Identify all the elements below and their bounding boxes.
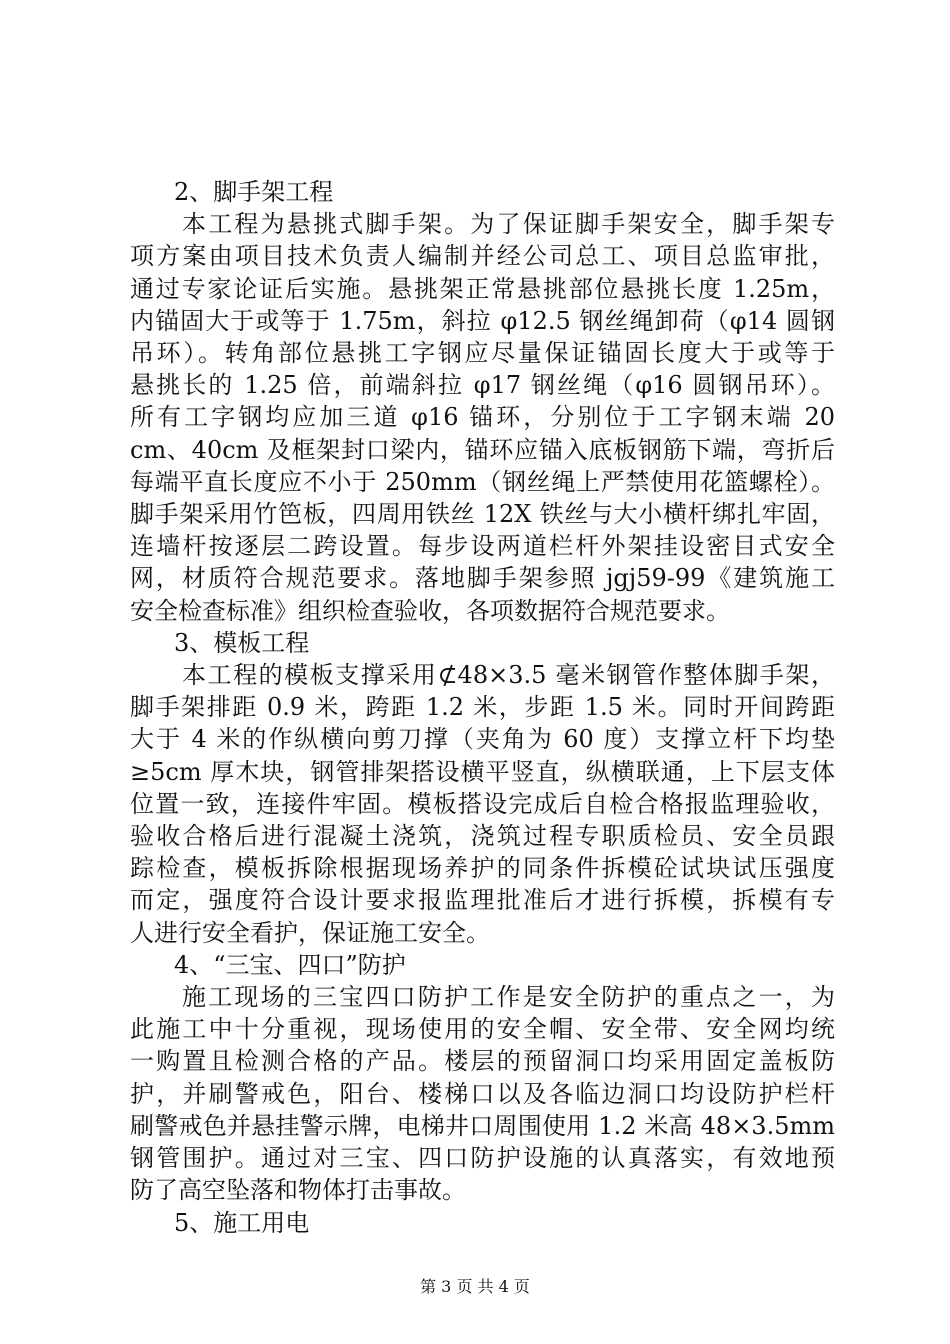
page-footer: 第 3 页 共 4 页 [420,1277,530,1296]
text-line: 所有工字钢均应加三道 φ16 锚环，分别位于工字钢末端 20 [130,403,835,432]
text-line: 项方案由项目技术负责人编制并经公司总工、项目总监审批， [130,242,835,271]
section-heading: 5、施工用电 [174,1208,310,1237]
section-paragraph [130,981,835,1206]
text-line: 防了高空坠落和物体打击事故。 [130,1176,466,1205]
text-line: 网，材质符合规范要求。落地脚手架参照 jgj59-99《建筑施工 [130,564,835,593]
text-line: 人进行安全看护，保证施工安全。 [130,918,490,947]
text-line: 大于 4 米的作纵横向剪刀撑（夹角为 60 度）支撑立杆下均垫 [130,725,835,754]
text-line: 刷警戒色并悬挂警示牌，电梯井口周围使用 1.2 米高 48×3.5mm [130,1111,835,1140]
text-line: 本工程为悬挑式脚手架。为了保证脚手架安全，脚手架专 [182,210,835,239]
text-line: 吊环）。转角部位悬挑工字钢应尽量保证锚固长度大于或等于 [130,339,835,368]
text-line: ≥5cm 厚木块，钢管排架搭设横平竖直，纵横联通，上下层支体 [130,757,835,786]
text-line: 踪检查，模板拆除根据现场养护的同条件拆模砼试块试压强度 [130,854,835,883]
text-line: 悬挑长的 1.25 倍，前端斜拉 φ17 钢丝绳（φ16 圆钢吊环）。 [130,371,835,400]
text-line: 安全检查标准》组织检查验收，各项数据符合规范要求。 [130,596,730,625]
section-protection [130,949,835,1207]
text-line: 每端平直长度应不小于 250mm（钢丝绳上严禁使用花篮螺栓）。 [130,467,835,496]
section-heading: 4、“三宝、四口”防护 [174,950,406,979]
text-line: 护，并刷警戒色，阳台、楼梯口以及各临边洞口均设防护栏杆 [130,1079,835,1108]
text-line: 连墙杆按逐层二跨设置。每步设两道栏杆外架挂设密目式安全 [130,532,835,561]
section-electricity [130,1207,835,1239]
text-line: 施工现场的三宝四口防护工作是安全防护的重点之一，为 [182,983,835,1012]
text-line: 通过专家论证后实施。悬挑架正常悬挑部位悬挑长度 1.25m， [130,274,835,303]
section-scaffolding [130,176,835,627]
text-line: 验收合格后进行混凝土浇筑，浇筑过程专职质检员、安全员跟 [130,822,835,851]
text-line: 脚手架排距 0.9 米，跨距 1.2 米，步距 1.5 米。同时开间跨距 [130,693,835,722]
text-line: 此施工中十分重视，现场使用的安全帽、安全带、安全网均统 [130,1015,835,1044]
text-line: 而定，强度符合设计要求报监理批准后才进行拆模，拆模有专 [130,886,835,915]
text-line: 内锚固大于或等于 1.75m，斜拉 φ12.5 钢丝绳卸荷（φ14 圆钢 [130,306,835,335]
text-line: 脚手架采用竹笆板，四周用铁丝 12X 铁丝与大小横杆绑扎牢固， [130,500,835,529]
section-paragraph [130,208,835,627]
text-line: 位置一致，连接件牢固。模板搭设完成后自检合格报监理验收， [130,789,835,818]
text-line: 钢管围护。通过对三宝、四口防护设施的认真落实，有效地预 [130,1144,835,1173]
section-formwork [130,627,835,949]
section-heading: 2、脚手架工程 [174,178,334,206]
section-heading: 3、模板工程 [174,628,310,657]
document-body [130,176,835,1239]
text-line: 本工程的模板支撑采用⊄48×3.5 毫米钢管作整体脚手架， [182,661,835,690]
text-line: cm、40cm 及框架封口梁内，锚环应锚入底板钢筋下端，弯折后 [130,435,835,464]
text-line: 一购置且检测合格的产品。楼层的预留洞口均采用固定盖板防 [130,1047,835,1076]
section-paragraph [130,659,835,949]
